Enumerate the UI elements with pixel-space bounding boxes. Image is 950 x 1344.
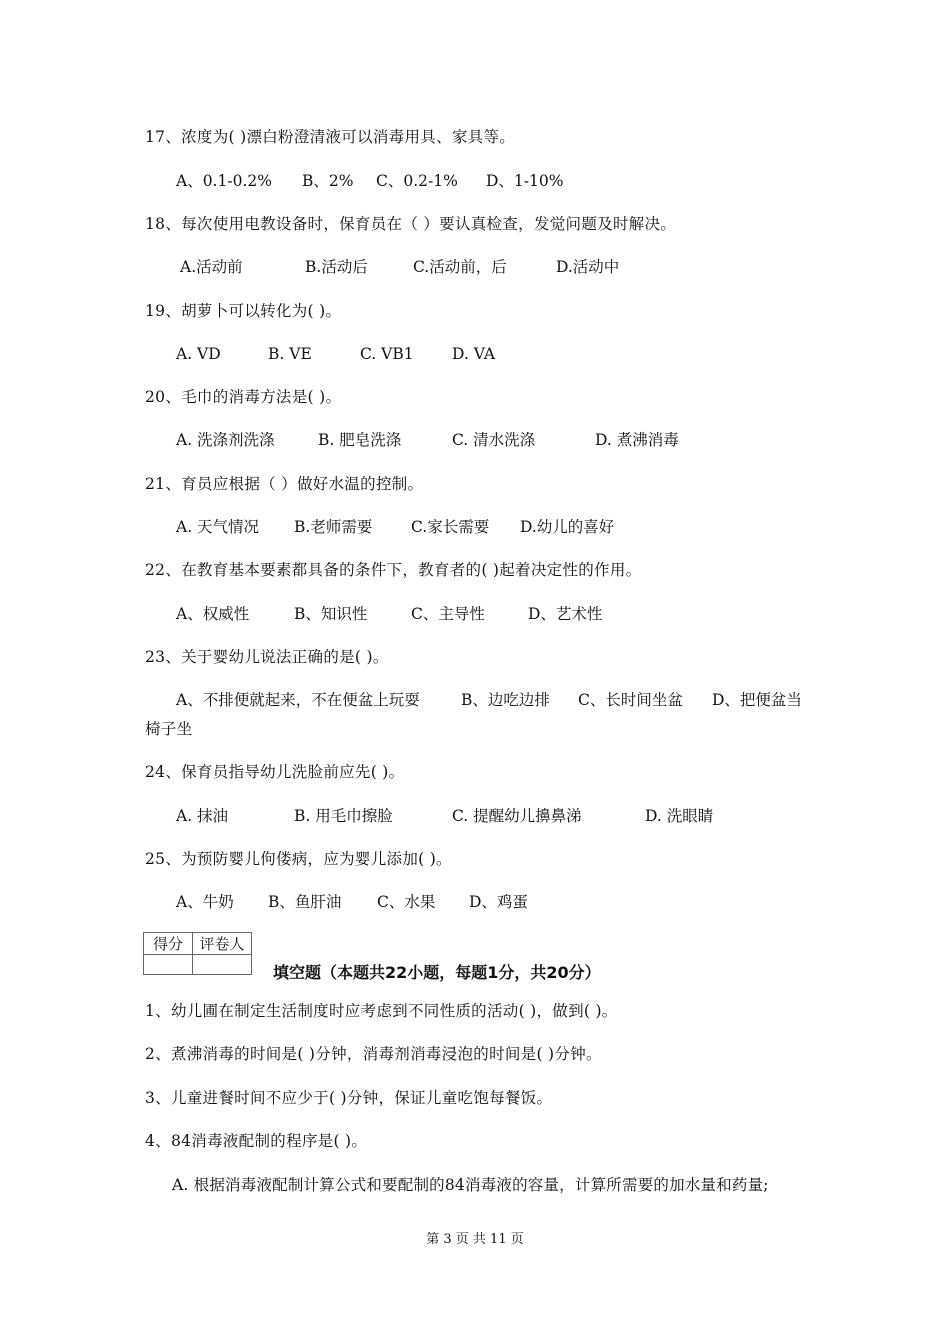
- question-22-option-c: C、主导性: [411, 605, 485, 623]
- question-21-stem: 21、育员应根据（ ）做好水温的控制。: [145, 475, 424, 493]
- question-24-option-d: D. 洗眼睛: [645, 807, 714, 825]
- question-17-option-a: A、0.1-0.2%: [176, 172, 272, 190]
- question-20-option-d: D. 煮沸消毒: [595, 431, 679, 449]
- question-19-stem: 19、胡萝卜可以转化为( )。: [145, 302, 342, 320]
- question-25-option-b: B、鱼肝油: [268, 893, 342, 911]
- question-23-option-d: D、把便盆当: [712, 691, 802, 709]
- question-25-option-a: A、牛奶: [176, 893, 234, 911]
- question-24-stem: 24、保育员指导幼儿洗脸前应先( )。: [145, 763, 405, 781]
- question-23-option-c: C、长时间坐盆: [578, 691, 683, 709]
- question-23-continuation: 椅子坐: [145, 720, 193, 738]
- question-18-option-d: D.活动中: [556, 258, 620, 276]
- question-20-stem: 20、毛巾的消毒方法是( )。: [145, 388, 342, 406]
- question-25-option-d: D、鸡蛋: [469, 893, 528, 911]
- fill-blank-1: 1、幼儿圃在制定生活制度时应考虑到不同性质的活动( )，做到( )。: [145, 1002, 618, 1020]
- question-17-option-b: B、2%: [302, 172, 354, 190]
- question-18-option-a: A.活动前: [180, 258, 243, 276]
- grader-cell[interactable]: [193, 955, 252, 975]
- question-17-option-c: C、0.2-1%: [376, 172, 458, 190]
- section-title: 填空题（本题共22小题，每题1分，共20分）: [273, 963, 601, 982]
- question-23-stem: 23、关于婴幼儿说法正确的是( )。: [145, 648, 389, 666]
- question-24-option-b: B. 用毛巾擦脸: [294, 807, 393, 825]
- question-18-option-b: B.活动后: [305, 258, 368, 276]
- score-table: [143, 932, 252, 975]
- score-label: 得分: [144, 933, 193, 955]
- question-24-option-a: A. 抹油: [176, 807, 229, 825]
- question-24-option-c: C. 提醒幼儿擤鼻涕: [452, 807, 582, 825]
- question-18-option-c: C.活动前，后: [413, 258, 507, 276]
- question-22-stem: 22、在教育基本要素都具备的条件下，教育者的( )起着决定性的作用。: [145, 561, 642, 579]
- question-21-option-b: B.老师需要: [294, 518, 373, 536]
- fill-blank-4: 4、84消毒液配制的程序是( )。: [145, 1132, 368, 1150]
- question-19-option-a: A. VD: [176, 345, 221, 363]
- question-17-option-d: D、1-10%: [486, 172, 564, 190]
- question-21-option-d: D.幼儿的喜好: [520, 518, 615, 536]
- question-18-stem: 18、每次使用电教设备时，保育员在（ ）要认真检查，发觉问题及时解决。: [145, 215, 677, 233]
- question-21-option-a: A. 天气情况: [176, 518, 260, 536]
- fill-blank-2: 2、煮沸消毒的时间是( )分钟，消毒剂消毒浸泡的时间是( )分钟。: [145, 1045, 602, 1063]
- question-22-option-d: D、艺术性: [528, 605, 603, 623]
- question-21-option-c: C.家长需要: [411, 518, 490, 536]
- question-19-option-c: C. VB1: [360, 345, 414, 363]
- question-25-option-c: C、水果: [377, 893, 436, 911]
- question-19-option-d: D. VA: [452, 345, 496, 363]
- question-23-option-a: A、不排便就起来，不在便盆上玩耍: [176, 691, 420, 709]
- question-22-option-b: B、知识性: [294, 605, 368, 623]
- score-cell[interactable]: [144, 955, 193, 975]
- grader-label: 评卷人: [193, 933, 252, 955]
- question-23-option-b: B、边吃边排: [461, 691, 550, 709]
- question-20-option-b: B. 肥皂洗涤: [318, 431, 402, 449]
- page-footer: 第 3 页 共 11 页: [426, 1232, 524, 1247]
- fill-blank-3: 3、儿童进餐时间不应少于( )分钟，保证儿童吃饱每餐饭。: [145, 1089, 553, 1107]
- question-19-option-b: B. VE: [268, 345, 312, 363]
- question-20-option-a: A. 洗涤剂洗涤: [176, 431, 275, 449]
- question-20-option-c: C. 清水洗涤: [452, 431, 536, 449]
- question-22-option-a: A、权威性: [176, 605, 250, 623]
- question-17-stem: 17、浓度为( )漂白粉澄清液可以消毒用具、家具等。: [145, 128, 516, 146]
- fill-blank-4-option-a: A. 根据消毒液配制计算公式和要配制的84消毒液的容量，计算所需要的加水量和药量;: [172, 1176, 769, 1194]
- question-25-stem: 25、为预防婴儿佝偻病，应为婴儿添加( )。: [145, 850, 452, 868]
